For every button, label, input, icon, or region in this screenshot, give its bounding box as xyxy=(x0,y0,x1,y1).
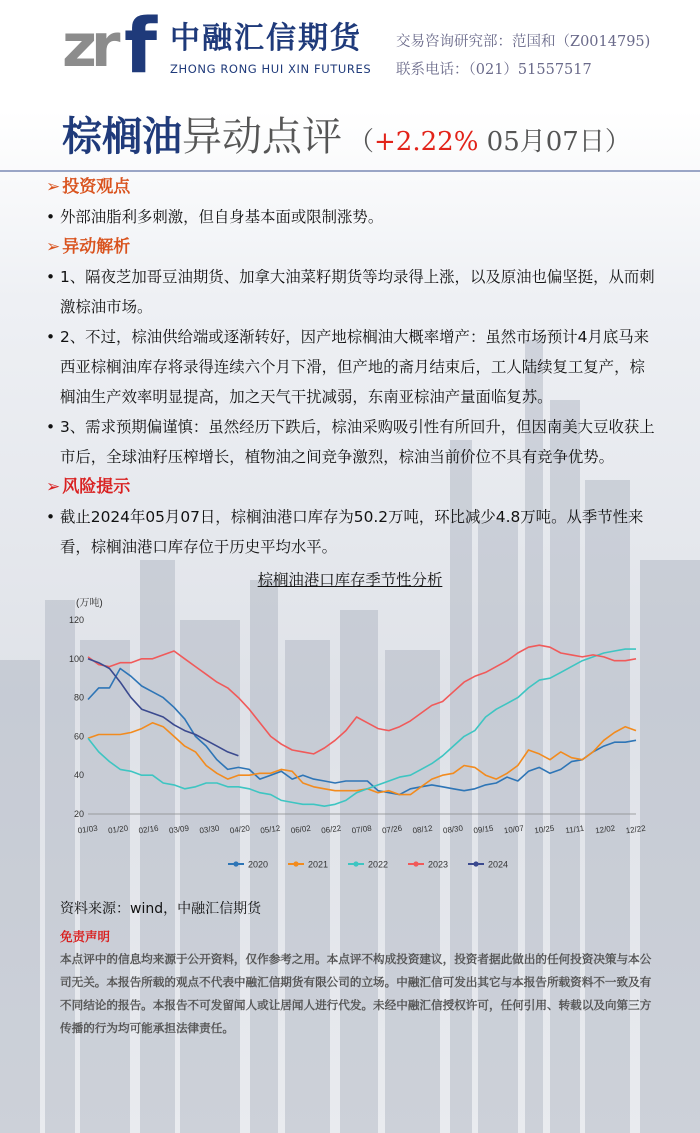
section-head-view: ➢ 投资观点 xyxy=(46,177,131,197)
list-item: • 3、需求预期偏谨慎：虽然经历下跌后，棕油采购吸引性有所回升，但因南美大豆收获上市后，全球油籽压榨增长，植物油之间竞争激烈，棕油当前价位不具有竞争优势。 xyxy=(46,418,655,466)
arrow-icon: ➢ xyxy=(46,477,61,497)
series-line-2023 xyxy=(88,645,636,754)
page-title xyxy=(62,110,700,170)
arrow-icon: ➢ xyxy=(46,237,61,257)
legend-label-2022: 2022 xyxy=(368,859,389,870)
section-head-analysis: ➢ 异动解析 xyxy=(46,237,131,257)
contact-phone: 联系电话：（021）51557517 xyxy=(396,62,592,78)
x-tick-label: 04/20 xyxy=(229,823,251,836)
section-head-risk: ➢ 风险提示 xyxy=(46,477,131,497)
inventory-seasonal-chart xyxy=(58,592,648,892)
series-line-2020 xyxy=(88,669,636,795)
disclaimer-heading: 免责声明 xyxy=(60,929,111,944)
data-source: 资料来源：wind，中融汇信期货 xyxy=(60,901,262,917)
x-tick-label: 01/20 xyxy=(107,823,129,836)
series-line-2024 xyxy=(88,659,238,756)
x-tick-label: 07/08 xyxy=(351,823,373,836)
x-tick-label: 10/07 xyxy=(503,823,525,836)
x-tick-label: 01/03 xyxy=(77,823,99,836)
company-logo xyxy=(62,1,382,90)
disclaimer-text: 本点评中的信息均来源于公开资料，仅作参考之用。本点评不构成投资建议，投资者据此做出的任何投资决策与本公司无关。本报告所载的观点不代表中融汇信期货有限公司的立场。中融汇信可发出其它与本报告所载资料不一致及有不同结论的报告。本报告不可发留闻人或让居闻人进行代发。未经中融汇信授权许可，任何引用、转载以及向第三方传播的行为均可能承担法律责任。 xyxy=(60,952,652,1035)
y-axis-unit: (万吨) xyxy=(76,598,103,609)
price-change: +2.22% xyxy=(374,127,479,157)
x-tick-label: 07/26 xyxy=(381,823,403,836)
list-item: • 外部油脂利多刺激，但自身基本面或限制涨势。 xyxy=(46,208,384,226)
x-tick-label: 12/22 xyxy=(625,823,647,836)
legend-label-2024: 2024 xyxy=(488,859,509,870)
logo-mark-f: f xyxy=(124,1,158,90)
arrow-icon: ➢ xyxy=(46,177,61,197)
legend-marker-2023 xyxy=(413,861,418,866)
x-tick-label: 05/12 xyxy=(259,823,281,836)
x-tick-label: 12/02 xyxy=(594,823,616,836)
legend-marker-2021 xyxy=(293,861,298,866)
x-tick-label: 11/11 xyxy=(564,823,585,836)
x-tick-label: 06/22 xyxy=(320,823,342,836)
list-item: • 截止2024年05月07日，棕榈油港口库存为50.2万吨，环比减少4.8万吨。从季节性来看，棕榈油港口库存位于历史平均水平。 xyxy=(46,508,644,556)
legend-marker-2020 xyxy=(233,861,238,866)
y-tick-label: 100 xyxy=(68,653,84,664)
legend-marker-2024 xyxy=(473,861,478,866)
title-date: 05月07日） xyxy=(478,127,631,157)
x-tick-label: 10/25 xyxy=(533,823,555,836)
x-tick-label: 08/12 xyxy=(411,823,434,836)
y-tick-label: 20 xyxy=(73,809,84,819)
x-tick-label: 03/09 xyxy=(168,823,190,836)
x-tick-label: 09/15 xyxy=(472,823,494,836)
title-type: 异动点评 xyxy=(182,114,342,160)
title-paren: （ xyxy=(348,127,375,157)
y-tick-label: 40 xyxy=(73,770,84,781)
chart-title: 棕榈油港口库存季节性分析 xyxy=(257,571,443,589)
x-tick-label: 03/30 xyxy=(198,823,220,836)
x-tick-label: 08/30 xyxy=(442,823,464,836)
logo-company-name-en: ZHONG RONG HUI XIN FUTURES xyxy=(170,62,372,76)
list-item: • 2、不过，棕油供给端或逐渐转好，因产地棕榈油大概率增产：虽然市场预计4月底马来西亚棕榈油库存将录得连续六个月下滑，但产地的斋月结束后，工人陆续复工复产，棕榈油生产效率明显提高，加之天气干扰减弱，东南亚棕油产量面临复苏。 xyxy=(46,328,650,406)
y-tick-label: 80 xyxy=(73,692,84,703)
list-item: • 1、隔夜芝加哥豆油期货、加拿大油菜籽期货等均录得上涨，以及原油也偏坚挺，从而刺激棕油市场。 xyxy=(46,268,655,316)
logo-mark-zr: zr xyxy=(62,11,115,81)
legend-label-2023: 2023 xyxy=(428,859,449,870)
x-tick-label: 06/02 xyxy=(290,823,312,836)
title-commodity: 棕榈油 xyxy=(62,113,182,160)
contact-analyst: 交易咨询研究部：范国和（Z0014795) xyxy=(396,34,651,50)
legend-label-2020: 2020 xyxy=(248,859,269,870)
page-header xyxy=(0,0,700,96)
y-tick-label: 60 xyxy=(73,731,84,742)
y-tick-label: 120 xyxy=(68,615,84,625)
legend-marker-2022 xyxy=(353,861,358,866)
logo-company-name: 中融汇信期货 xyxy=(170,21,362,56)
legend-label-2021: 2021 xyxy=(308,859,329,870)
series-line-2022 xyxy=(88,649,636,806)
x-tick-label: 02/16 xyxy=(137,823,160,836)
contact-info xyxy=(396,28,650,84)
